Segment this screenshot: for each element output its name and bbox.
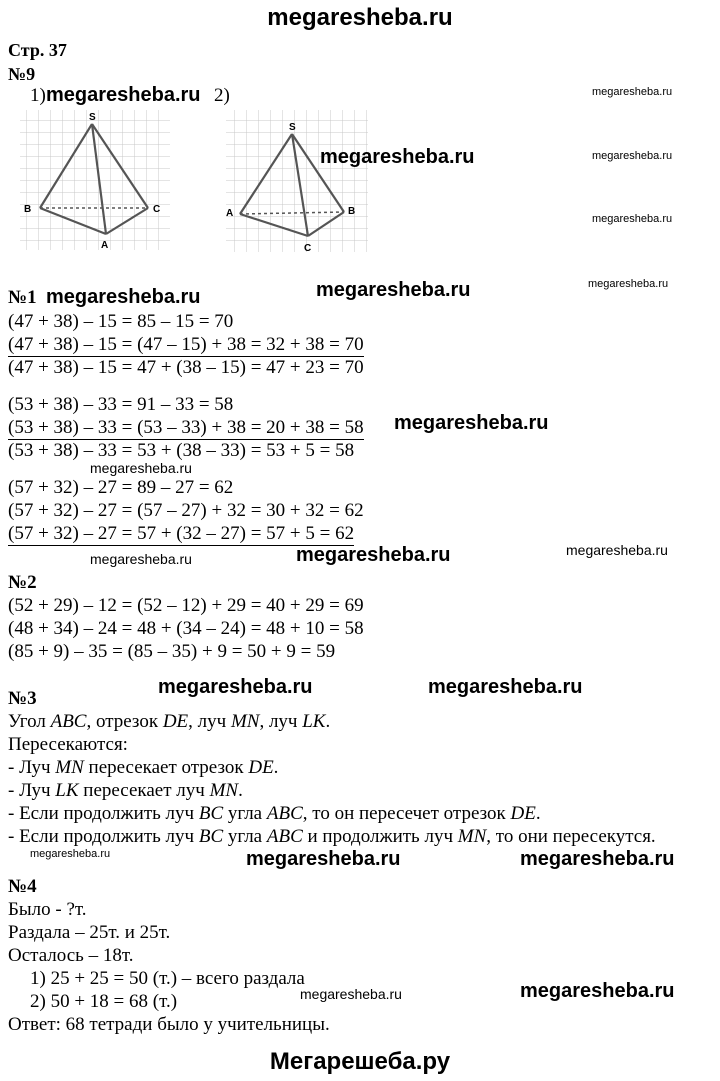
site-footer[interactable]: Мегарешеба.ру [269, 1048, 451, 1075]
task9-number: №9 [8, 64, 36, 84]
task2-line: (52 + 29) – 12 = (52 – 12) + 29 = 40 + 29 = 69 [8, 595, 364, 616]
watermark: megaresheba.ru [46, 286, 201, 308]
vertex-label: S [289, 122, 296, 133]
watermark: megaresheba.ru [316, 279, 471, 301]
task1-line: (47 + 38) – 15 = 47 + (38 – 15) = 47 + 23 = 70 [8, 357, 364, 378]
vertex-label: A [226, 208, 234, 219]
task2-number: №2 [8, 572, 37, 593]
figure2-label: 2) [214, 85, 230, 106]
watermark: megaresheba.ru [592, 213, 673, 225]
figure1-label: 1) [30, 85, 46, 106]
site-header[interactable]: megaresheba.ru [267, 4, 453, 31]
pyramid-figure-2 [222, 108, 372, 258]
task1-line: (53 + 38) – 33 = (53 – 33) + 38 = 20 + 38 = 58 [8, 417, 364, 438]
watermark: megaresheba.ru [320, 146, 475, 168]
pyramid-figure-1 [14, 108, 174, 258]
vertex-label: B [24, 204, 32, 215]
watermark: megaresheba.ru [46, 84, 201, 106]
task1-line: (53 + 38) – 33 = 53 + (38 – 33) = 53 + 5 = 58 [8, 440, 355, 461]
vertex-label: A [101, 240, 109, 251]
task4-line: Было - ?т. [8, 899, 87, 920]
task4-line: Раздала – 25т. и 25т. [8, 922, 171, 943]
task4-answer: Ответ: 68 тетради было у учительницы. [8, 1014, 330, 1035]
watermark: megaresheba.ru [588, 278, 669, 290]
task3-line-1: Угол ABC, отрезок DE, луч MN, луч LK. [8, 711, 331, 732]
watermark: megaresheba.ru [566, 542, 668, 558]
watermark: megaresheba.ru [520, 848, 675, 870]
watermark: megaresheba.ru [90, 460, 192, 476]
vertex-label: C [153, 204, 161, 215]
watermark: megaresheba.ru [30, 848, 111, 860]
task4-line: Осталось – 18т. [8, 945, 134, 966]
watermark: megaresheba.ru [90, 551, 192, 567]
task3-line-2: Пересекаются: [8, 734, 128, 755]
watermark: megaresheba.ru [296, 544, 451, 566]
vertex-label: B [348, 206, 356, 217]
vertex-label: S [89, 112, 96, 123]
task4-number: №4 [8, 876, 37, 897]
task2-line: (48 + 34) – 24 = 48 + (34 – 24) = 48 + 10 = 58 [8, 618, 364, 639]
task1-line: (53 + 38) – 33 = 91 – 33 = 58 [8, 394, 234, 415]
task1-line: (47 + 38) – 15 = 85 – 15 = 70 [8, 311, 234, 332]
task1-line: (47 + 38) – 15 = (47 – 15) + 38 = 32 + 38 = 70 [8, 334, 364, 355]
task3-line-3: - Луч MN пересекает отрезок DE. [8, 757, 279, 778]
vertex-label: C [304, 243, 312, 254]
task3-number: №3 [8, 688, 37, 709]
page-label: Стр. 37 [8, 40, 67, 60]
task2-line: (85 + 9) – 35 = (85 – 35) + 9 = 50 + 9 = 59 [8, 641, 336, 662]
watermark: megaresheba.ru [158, 676, 313, 698]
watermark: megaresheba.ru [300, 986, 402, 1002]
task1-line: (57 + 32) – 27 = (57 – 27) + 32 = 30 + 32 = 62 [8, 500, 364, 521]
watermark: megaresheba.ru [520, 980, 675, 1002]
watermark: megaresheba.ru [246, 848, 401, 870]
task4-line: 2) 50 + 18 = 68 (т.) [30, 991, 178, 1012]
watermark: megaresheba.ru [592, 150, 673, 162]
watermark: megaresheba.ru [592, 86, 673, 98]
task3-line-4: - Луч LK пересекает луч MN. [8, 780, 243, 801]
task1-line: (57 + 32) – 27 = 89 – 27 = 62 [8, 477, 234, 498]
task4-line: 1) 25 + 25 = 50 (т.) – всего раздала [30, 968, 305, 989]
task3-line-6: - Если продолжить луч BC угла ABC и продолжить луч MN, то они пересекутся. [8, 826, 656, 847]
task3-line-5: - Если продолжить луч BC угла ABC, то он пересечет отрезок DE. [8, 803, 541, 824]
task1-line: (57 + 32) – 27 = 57 + (32 – 27) = 57 + 5 = 62 [8, 523, 355, 544]
task1-number: №1 [8, 287, 37, 308]
watermark: megaresheba.ru [394, 412, 549, 434]
watermark: megaresheba.ru [428, 676, 583, 698]
